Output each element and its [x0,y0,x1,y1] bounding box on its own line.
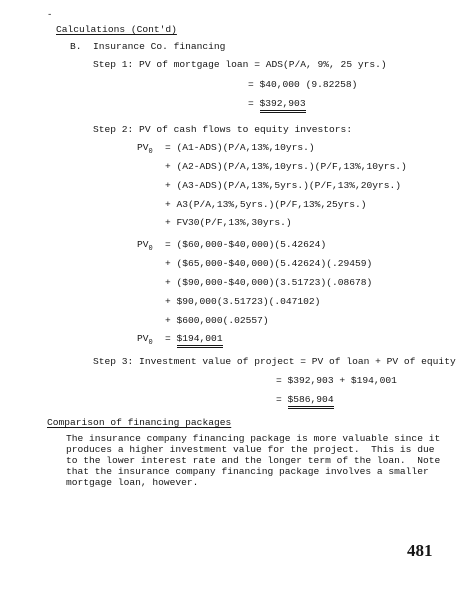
value-line-5: + $600,000(.02557) [165,315,269,326]
pv-label-1: $PV_0$ [137,142,153,156]
formula-line-5: + FV30(P/F,13%,30yrs.) [165,217,292,228]
comparison-line-2: produces a higher investment value for the project. This is due [66,444,435,455]
step2-result: = $194,001 [165,334,223,344]
step3-line3: = $586,904 [276,395,334,405]
comparison-line-1: The insurance company financing package is more valuable since it [66,433,441,444]
value-line-4: + $90,000(3.51723)(.047102) [165,296,321,307]
pv-label-2: $PV_0$ [137,239,153,253]
section-title: Calculations (Cont'd) [56,24,177,35]
value-line-3: + ($90,000-$40,000)(3.51723)(.08678) [165,277,373,288]
comparison-line-4: that the insurance company financing package involves a smaller [66,466,429,477]
comparison-heading: Comparison of financing packages [47,417,232,428]
step2-heading: Step 2: PV of cash flows to equity investors: [93,124,353,135]
formula-line-4: + A3(P/A,13%,5yrs.)(P/F,13%,25yrs.) [165,199,367,210]
formula-line-1: = (A1-ADS)(P/A,13%,10yrs.) [165,142,315,153]
formula-line-2: + (A2-ADS)(P/A,13%,10yrs.)(P/F,13%,10yrs.) [165,161,407,172]
pv-label-3: $PV_0$ [137,333,153,347]
step3-line2: = $392,903 + $194,001 [276,375,397,386]
page-number: 481 [407,541,433,560]
value-line-2: + ($65,000-$40,000)(5.42624)(.29459) [165,258,373,269]
step1-line1: Step 1: PV of mortgage loan = ADS(P/A, 9%, 25 yrs.) [93,59,387,70]
step3-total: $586,904 [288,394,334,409]
value-line-1: = ($60,000-$40,000)(5.42624) [165,239,327,250]
comparison-line-5: mortgage loan, however. [66,477,199,488]
step3-line1: Step 3: Investment value of project = PV of loan + PV of equity [93,356,456,367]
step2-total: $194,001 [177,333,223,348]
comparison-line-3: to the lower interest rate and the longer term of the loan. Note [66,455,441,466]
section-subtitle: B. Insurance Co. financing [70,41,226,52]
step1-line3: = $392,903 [248,99,306,109]
formula-line-3: + (A3-ADS)(P/A,13%,5yrs.)(P/F,13%,20yrs.) [165,180,402,191]
margin-mark: - [47,10,53,20]
step1-total: $392,903 [260,98,306,113]
step1-line2: = $40,000 (9.82258) [248,79,358,90]
